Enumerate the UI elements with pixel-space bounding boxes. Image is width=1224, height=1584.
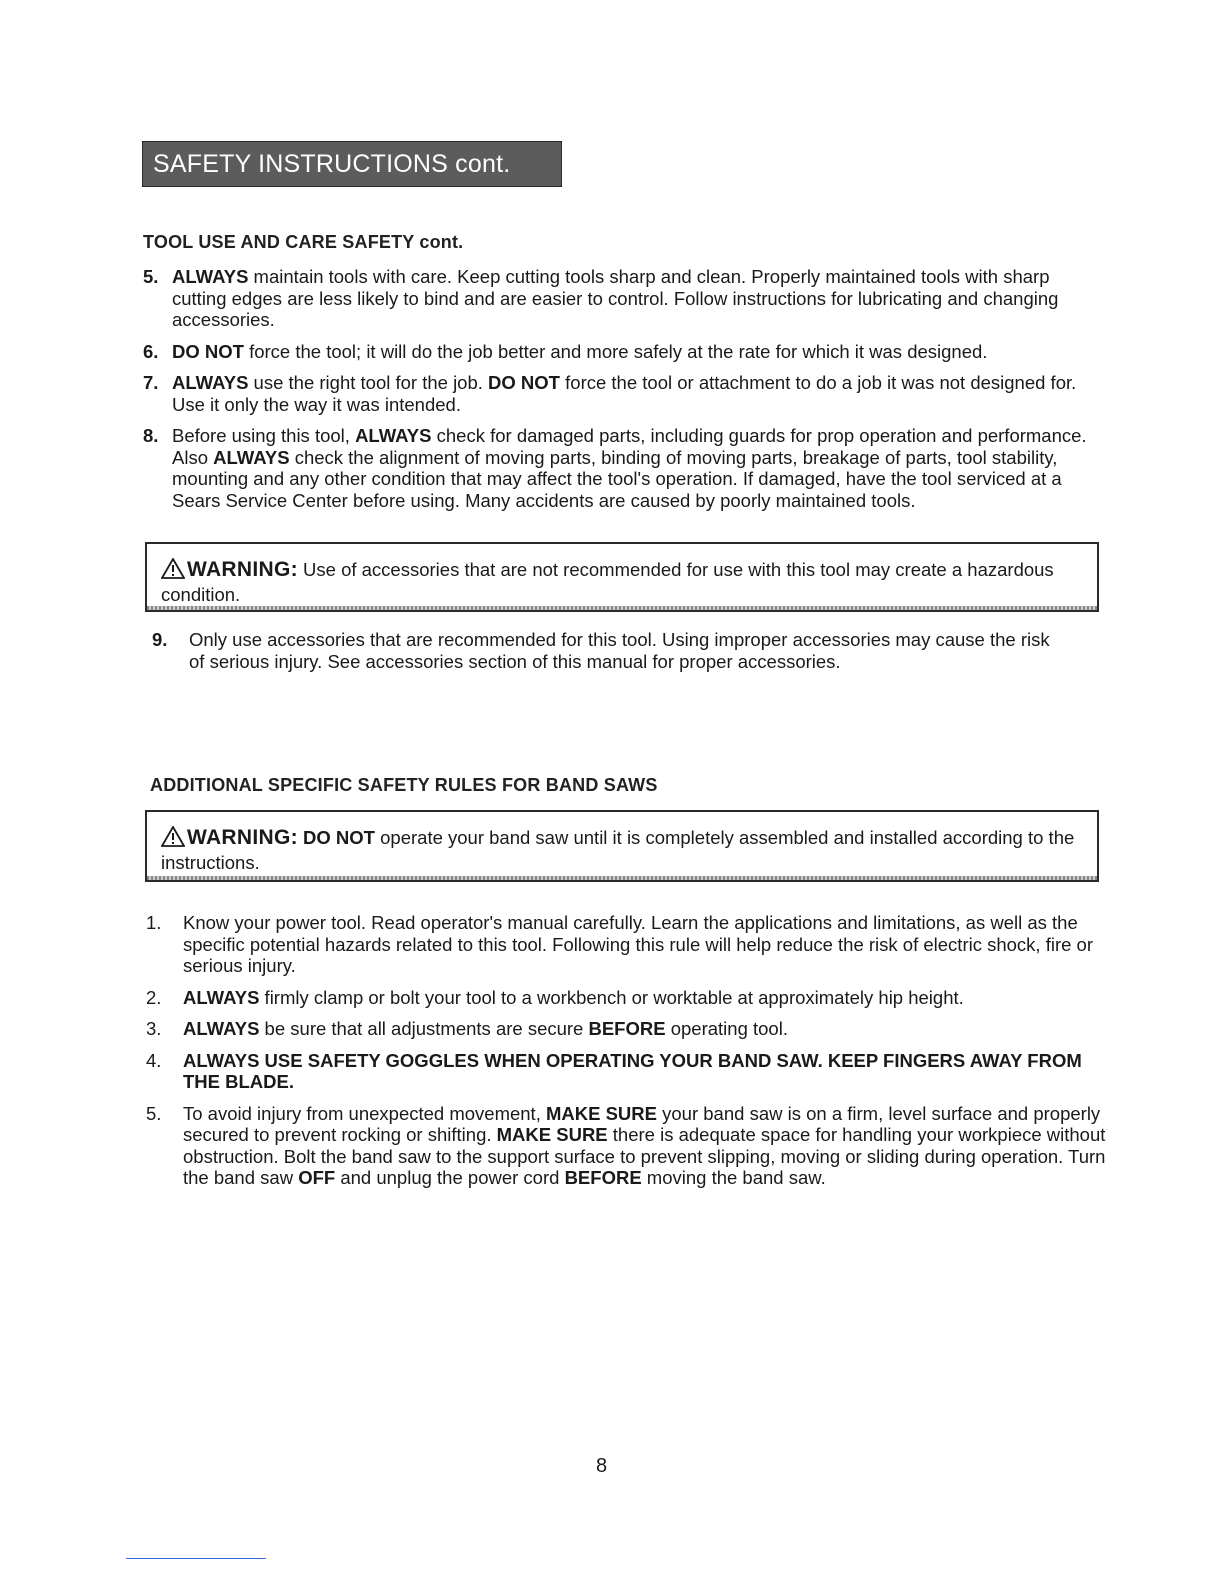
list-item (143, 341, 1088, 363)
body-text: use the right tool for the job. (248, 372, 489, 393)
warning-triangle-icon (161, 826, 185, 852)
emphasis-text: ALWAYS (213, 446, 290, 468)
warning-triangle-icon (161, 558, 185, 584)
body-text: operating tool. (665, 1018, 788, 1039)
emphasis-text: MAKE SURE (496, 1124, 608, 1145)
list-number: 1. (146, 912, 162, 933)
list-number: 5. (146, 1102, 162, 1124)
band-saw-rules-heading: ADDITIONAL SPECIFIC SAFETY RULES FOR BAND SAWS (150, 775, 658, 795)
body-text: there is adequate space for handling your workpiece without obstruction. Bolt the band saw to the support surface to prevent slipping, moving or sliding during operation. Turn the band saw (183, 1124, 1106, 1188)
emphasis-text: ALWAYS (183, 986, 260, 1008)
warning-box-accessories (145, 542, 1099, 612)
list-text (146, 1018, 1106, 1040)
list-number: 7. (143, 372, 159, 393)
warning-label: WARNING: (187, 558, 298, 581)
tool-use-list (143, 266, 1088, 521)
list-text (152, 629, 1052, 672)
list-item (143, 266, 1088, 331)
body-text: Know your power tool. Read operator's manual carefully. Learn the applications and limitations, as well as the specific potential hazards related to this tool. Following this rule will help reduce the risk of electric shock, fire or serious injury. (183, 912, 1094, 976)
emphasis-text: BEFORE (588, 1018, 666, 1039)
body-text: Before using this tool, (172, 425, 356, 446)
body-text: To avoid injury from unexpected movement, (183, 1102, 546, 1124)
body-text: your band saw is on a firm, level surface and properly secured to prevent rocking or shifting. (183, 1102, 1101, 1145)
emphasis-text: ALWAYS (355, 425, 432, 446)
list-number: 9. (152, 629, 168, 650)
body-text: check the alignment of moving parts, binding of moving parts, breakage of parts, tool stability, mounting and any other condition that may affect the tool's operation. If damaged, have the tool serviced at a Sears Service Center before using. Many accidents are caused by poorly maintained tools. (172, 446, 1062, 511)
body-text: maintain tools with care. Keep cutting tools sharp and clean. Properly maintained tools with sharp cutting edges are less likely to bind and are easier to control. Follow instructions for lubricating and changing accessories. (172, 266, 1059, 330)
emphasis-text: DO NOT (172, 340, 244, 362)
list-item (146, 1050, 1106, 1093)
list-item (143, 425, 1088, 511)
list-number: 3. (146, 1018, 162, 1039)
list-text (143, 425, 1088, 511)
warning-text (161, 827, 1074, 873)
emphasis-text: DO NOT (488, 372, 560, 393)
body-text: force the tool or attachment to do a job it was not designed for. Use it only the way it was intended. (172, 372, 1077, 415)
emphasis-text: DO NOT (297, 827, 375, 848)
emphasis-text: BEFORE (564, 1167, 642, 1188)
band-saw-rules-list (146, 912, 1106, 1199)
body-text: Use of accessories that are not recommended for use with this tool may create a hazardous condition. (161, 559, 1054, 605)
list-number: 6. (143, 340, 159, 362)
list-text (146, 987, 1106, 1009)
list-item (146, 1103, 1106, 1189)
list-number: 4. (146, 1049, 162, 1071)
list-number: 5. (143, 266, 159, 287)
list-text (143, 372, 1088, 415)
list-item (146, 987, 1106, 1009)
emphasis-text: MAKE SURE (545, 1102, 657, 1124)
body-text: firmly clamp or bolt your tool to a workbench or worktable at approximately hip height. (259, 986, 964, 1008)
body-text: force the tool; it will do the job better and more safely at the rate for which it was designed. (243, 340, 988, 362)
emphasis-text: ALWAYS (172, 266, 249, 287)
list-item (143, 372, 1088, 415)
list-number: 2. (146, 986, 162, 1008)
body-text: moving the band saw. (641, 1167, 826, 1188)
body-text: Only use accessories that are recommended for this tool. Using improper accessories may cause the risk of serious injury. See accessories section of this manual for proper accessories. (189, 629, 1050, 672)
emphasis-text: OFF (298, 1167, 336, 1188)
list-number: 8. (143, 425, 159, 446)
footer-rule (126, 1558, 266, 1559)
body-text: operate your band saw until it is completely assembled and installed according to the instructions. (161, 827, 1075, 873)
list-text (143, 266, 1088, 331)
list-text (143, 341, 1088, 363)
body-text: be sure that all adjustments are secure (259, 1018, 589, 1039)
tool-use-heading: TOOL USE AND CARE SAFETY cont. (143, 232, 464, 252)
body-text: check for damaged parts, including guards for prop operation and performance. Also (172, 425, 1087, 468)
body-text: and unplug the power cord (335, 1167, 565, 1188)
list-item (146, 912, 1106, 977)
warning-box-assembly (145, 810, 1099, 882)
list-text (146, 912, 1106, 977)
emphasis-text: ALWAYS USE SAFETY GOGGLES WHEN OPERATING YOUR BAND SAW. KEEP FINGERS AWAY FROM THE BLADE. (183, 1049, 1082, 1092)
warning-label: WARNING: (187, 826, 298, 849)
emphasis-text: ALWAYS (172, 372, 249, 393)
list-item (146, 1018, 1106, 1040)
page-number: 8 (596, 1455, 608, 1477)
accessories-list (152, 629, 1052, 682)
list-item (152, 629, 1052, 672)
list-text (146, 1103, 1106, 1189)
list-text (146, 1050, 1106, 1093)
section-banner: SAFETY INSTRUCTIONS cont. (142, 141, 562, 187)
emphasis-text: ALWAYS (183, 1018, 260, 1039)
